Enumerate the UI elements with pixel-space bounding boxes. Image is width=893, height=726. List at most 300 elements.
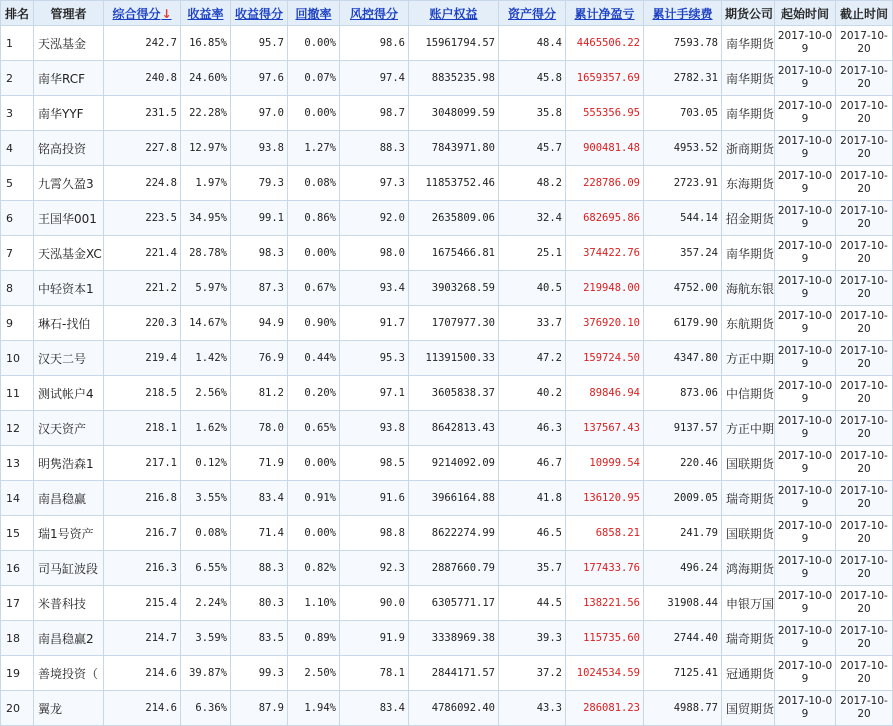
- start-time-cell: 2017-10-09: [775, 166, 836, 201]
- return-rate-cell: 12.97%: [181, 131, 231, 166]
- risk-score-cell: 90.0: [340, 586, 409, 621]
- start-time-cell: 2017-10-09: [775, 341, 836, 376]
- company-cell: 方正中期: [722, 341, 775, 376]
- return-score-cell: 87.9: [231, 691, 288, 726]
- return-rate-cell: 28.78%: [181, 236, 231, 271]
- drawdown-cell: 2.50%: [288, 656, 340, 691]
- table-row: [1, 376, 893, 411]
- asset-score-cell: 40.2: [499, 376, 566, 411]
- risk-score-cell: 97.3: [340, 166, 409, 201]
- rank-cell: 9: [1, 306, 34, 341]
- company-cell: 国贸期货: [722, 691, 775, 726]
- cum-profit-cell: 374422.76: [566, 236, 644, 271]
- total-score-cell: 214.6: [104, 656, 181, 691]
- rank-cell: 15: [1, 516, 34, 551]
- table-row: [1, 306, 893, 341]
- rank-cell: 7: [1, 236, 34, 271]
- asset-score-cell: 44.5: [499, 586, 566, 621]
- table-row: [1, 411, 893, 446]
- company-cell: 南华期货: [722, 96, 775, 131]
- total-score-cell: 242.7: [104, 26, 181, 61]
- table-row: [1, 621, 893, 656]
- asset-score-cell: 39.3: [499, 621, 566, 656]
- rank-cell: 17: [1, 586, 34, 621]
- cum-fee-cell: 31908.44: [644, 586, 722, 621]
- end-time-cell: 2017-10-20: [836, 586, 893, 621]
- asset-score-cell: 46.5: [499, 516, 566, 551]
- return-rate-cell: 3.55%: [181, 481, 231, 516]
- start-time-cell: 2017-10-09: [775, 656, 836, 691]
- company-cell: 国联期货: [722, 516, 775, 551]
- sort-desc-icon[interactable]: ↓: [161, 6, 172, 21]
- asset-score-cell: 48.2: [499, 166, 566, 201]
- return-score-cell: 97.6: [231, 61, 288, 96]
- cum-profit-cell: 115735.60: [566, 621, 644, 656]
- total-score-cell: 217.1: [104, 446, 181, 481]
- risk-score-cell: 92.3: [340, 551, 409, 586]
- start-time-cell: 2017-10-09: [775, 306, 836, 341]
- total-score-cell: 214.6: [104, 691, 181, 726]
- cum-fee-cell: 873.06: [644, 376, 722, 411]
- rank-cell: 16: [1, 551, 34, 586]
- start-time-cell: 2017-10-09: [775, 516, 836, 551]
- rank-cell: 20: [1, 691, 34, 726]
- risk-score-cell: 91.6: [340, 481, 409, 516]
- table-row: [1, 131, 893, 166]
- cum-profit-cell: 4465506.22: [566, 26, 644, 61]
- table-row: [1, 691, 893, 726]
- equity-cell: 3048099.59: [409, 96, 499, 131]
- equity-cell: 11391500.33: [409, 341, 499, 376]
- cum-fee-cell: 7593.78: [644, 26, 722, 61]
- return-score-cell: 87.3: [231, 271, 288, 306]
- total-score-cell: 220.3: [104, 306, 181, 341]
- risk-score-cell: 88.3: [340, 131, 409, 166]
- manager-cell: 南昌稳赢: [34, 481, 104, 516]
- start-time-cell: 2017-10-09: [775, 131, 836, 166]
- risk-score-cell: 91.7: [340, 306, 409, 341]
- return-rate-cell: 6.55%: [181, 551, 231, 586]
- cum-profit-cell: 138221.56: [566, 586, 644, 621]
- manager-cell: 中轻资本1: [34, 271, 104, 306]
- company-cell: 瑞奇期货: [722, 621, 775, 656]
- equity-cell: 3966164.88: [409, 481, 499, 516]
- start-time-cell: 2017-10-09: [775, 586, 836, 621]
- header-equity[interactable]: 账户权益: [409, 1, 499, 26]
- rank-cell: 14: [1, 481, 34, 516]
- table-row: [1, 341, 893, 376]
- drawdown-cell: 1.94%: [288, 691, 340, 726]
- cum-profit-cell: 159724.50: [566, 341, 644, 376]
- manager-cell: 琳石-找伯: [34, 306, 104, 341]
- asset-score-cell: 47.2: [499, 341, 566, 376]
- drawdown-cell: 0.20%: [288, 376, 340, 411]
- manager-cell: 王国华001: [34, 201, 104, 236]
- total-score-cell: 223.5: [104, 201, 181, 236]
- manager-cell: 司马缸波段: [34, 551, 104, 586]
- return-rate-cell: 3.59%: [181, 621, 231, 656]
- rank-cell: 4: [1, 131, 34, 166]
- risk-score-cell: 78.1: [340, 656, 409, 691]
- drawdown-cell: 0.65%: [288, 411, 340, 446]
- end-time-cell: 2017-10-20: [836, 376, 893, 411]
- rank-cell: 18: [1, 621, 34, 656]
- cum-fee-cell: 241.79: [644, 516, 722, 551]
- end-time-cell: 2017-10-20: [836, 61, 893, 96]
- cum-fee-cell: 703.05: [644, 96, 722, 131]
- return-rate-cell: 2.24%: [181, 586, 231, 621]
- cum-fee-cell: 2009.05: [644, 481, 722, 516]
- end-time-cell: 2017-10-20: [836, 411, 893, 446]
- return-score-cell: 83.5: [231, 621, 288, 656]
- cum-fee-cell: 544.14: [644, 201, 722, 236]
- asset-score-cell: 45.7: [499, 131, 566, 166]
- rank-cell: 12: [1, 411, 34, 446]
- return-rate-cell: 39.87%: [181, 656, 231, 691]
- drawdown-cell: 0.90%: [288, 306, 340, 341]
- return-rate-cell: 6.36%: [181, 691, 231, 726]
- rank-cell: 6: [1, 201, 34, 236]
- manager-cell: 瑞1号资产: [34, 516, 104, 551]
- header-total-score-label[interactable]: 综合得分: [112, 6, 161, 21]
- start-time-cell: 2017-10-09: [775, 411, 836, 446]
- equity-cell: 15961794.57: [409, 26, 499, 61]
- asset-score-cell: 43.3: [499, 691, 566, 726]
- drawdown-cell: 0.89%: [288, 621, 340, 656]
- cum-fee-cell: 4988.77: [644, 691, 722, 726]
- header-return-score[interactable]: 收益得分: [231, 1, 288, 26]
- rank-cell: 11: [1, 376, 34, 411]
- table-row: [1, 61, 893, 96]
- return-rate-cell: 34.95%: [181, 201, 231, 236]
- table-row: [1, 26, 893, 61]
- end-time-cell: 2017-10-20: [836, 26, 893, 61]
- start-time-cell: 2017-10-09: [775, 236, 836, 271]
- header-manager: 管理者: [34, 1, 104, 26]
- cum-profit-cell: 900481.48: [566, 131, 644, 166]
- header-total-score[interactable]: [104, 1, 181, 26]
- drawdown-cell: 0.00%: [288, 96, 340, 131]
- risk-score-cell: 93.8: [340, 411, 409, 446]
- cum-fee-cell: 2723.91: [644, 166, 722, 201]
- manager-cell: 米普科技: [34, 586, 104, 621]
- rank-cell: 3: [1, 96, 34, 131]
- risk-score-cell: 93.4: [340, 271, 409, 306]
- risk-score-cell: 98.6: [340, 26, 409, 61]
- return-rate-cell: 5.97%: [181, 271, 231, 306]
- cum-fee-cell: 4953.52: [644, 131, 722, 166]
- return-score-cell: 94.9: [231, 306, 288, 341]
- equity-cell: 2887660.79: [409, 551, 499, 586]
- equity-cell: 6305771.17: [409, 586, 499, 621]
- risk-score-cell: 98.0: [340, 236, 409, 271]
- manager-cell: 铭高投资: [34, 131, 104, 166]
- table-row: [1, 166, 893, 201]
- risk-score-cell: 91.9: [340, 621, 409, 656]
- company-cell: 招金期货: [722, 201, 775, 236]
- drawdown-cell: 0.44%: [288, 341, 340, 376]
- start-time-cell: 2017-10-09: [775, 26, 836, 61]
- drawdown-cell: 0.91%: [288, 481, 340, 516]
- end-time-cell: 2017-10-20: [836, 691, 893, 726]
- cum-profit-cell: 177433.76: [566, 551, 644, 586]
- asset-score-cell: 46.7: [499, 446, 566, 481]
- table-row: [1, 236, 893, 271]
- asset-score-cell: 35.8: [499, 96, 566, 131]
- total-score-cell: 227.8: [104, 131, 181, 166]
- cum-profit-cell: 555356.95: [566, 96, 644, 131]
- start-time-cell: 2017-10-09: [775, 201, 836, 236]
- drawdown-cell: 0.00%: [288, 26, 340, 61]
- cum-fee-cell: 6179.90: [644, 306, 722, 341]
- return-rate-cell: 1.42%: [181, 341, 231, 376]
- equity-cell: 3338969.38: [409, 621, 499, 656]
- return-rate-cell: 2.56%: [181, 376, 231, 411]
- return-score-cell: 78.0: [231, 411, 288, 446]
- header-rank: 排名: [1, 1, 34, 26]
- total-score-cell: 231.5: [104, 96, 181, 131]
- asset-score-cell: 46.3: [499, 411, 566, 446]
- end-time-cell: 2017-10-20: [836, 621, 893, 656]
- end-time-cell: 2017-10-20: [836, 306, 893, 341]
- return-rate-cell: 1.62%: [181, 411, 231, 446]
- drawdown-cell: 0.00%: [288, 236, 340, 271]
- company-cell: 中信期货: [722, 376, 775, 411]
- manager-cell: 南昌稳赢2: [34, 621, 104, 656]
- end-time-cell: 2017-10-20: [836, 236, 893, 271]
- drawdown-cell: 1.27%: [288, 131, 340, 166]
- return-score-cell: 99.1: [231, 201, 288, 236]
- cum-fee-cell: 4752.00: [644, 271, 722, 306]
- return-score-cell: 71.4: [231, 516, 288, 551]
- end-time-cell: 2017-10-20: [836, 96, 893, 131]
- company-cell: 南华期货: [722, 61, 775, 96]
- asset-score-cell: 33.7: [499, 306, 566, 341]
- cum-fee-cell: 2782.31: [644, 61, 722, 96]
- total-score-cell: 216.8: [104, 481, 181, 516]
- risk-score-cell: 97.4: [340, 61, 409, 96]
- return-score-cell: 80.3: [231, 586, 288, 621]
- risk-score-cell: 97.1: [340, 376, 409, 411]
- company-cell: 浙商期货: [722, 131, 775, 166]
- company-cell: 东航期货: [722, 306, 775, 341]
- return-rate-cell: 16.85%: [181, 26, 231, 61]
- total-score-cell: 214.7: [104, 621, 181, 656]
- start-time-cell: 2017-10-09: [775, 271, 836, 306]
- asset-score-cell: 40.5: [499, 271, 566, 306]
- company-cell: 海航东银: [722, 271, 775, 306]
- drawdown-cell: 0.00%: [288, 516, 340, 551]
- manager-cell: 汉天资产: [34, 411, 104, 446]
- table-row: [1, 656, 893, 691]
- company-cell: 南华期货: [722, 236, 775, 271]
- manager-cell: 翼龙: [34, 691, 104, 726]
- risk-score-cell: 95.3: [340, 341, 409, 376]
- risk-score-cell: 92.0: [340, 201, 409, 236]
- end-time-cell: 2017-10-20: [836, 516, 893, 551]
- start-time-cell: 2017-10-09: [775, 96, 836, 131]
- drawdown-cell: 0.07%: [288, 61, 340, 96]
- total-score-cell: 240.8: [104, 61, 181, 96]
- cum-fee-cell: 220.46: [644, 446, 722, 481]
- company-cell: 国联期货: [722, 446, 775, 481]
- start-time-cell: 2017-10-09: [775, 61, 836, 96]
- risk-score-cell: 98.8: [340, 516, 409, 551]
- table-header-row: [1, 1, 893, 26]
- return-score-cell: 83.4: [231, 481, 288, 516]
- risk-score-cell: 98.7: [340, 96, 409, 131]
- company-cell: 瑞奇期货: [722, 481, 775, 516]
- company-cell: 冠通期货: [722, 656, 775, 691]
- return-score-cell: 95.7: [231, 26, 288, 61]
- end-time-cell: 2017-10-20: [836, 656, 893, 691]
- table-row: [1, 516, 893, 551]
- equity-cell: 4786092.40: [409, 691, 499, 726]
- cum-profit-cell: 376920.10: [566, 306, 644, 341]
- return-score-cell: 98.3: [231, 236, 288, 271]
- cum-profit-cell: 136120.95: [566, 481, 644, 516]
- manager-cell: 测试帐户4: [34, 376, 104, 411]
- header-futures-company: 期货公司: [722, 1, 775, 26]
- drawdown-cell: 0.86%: [288, 201, 340, 236]
- header-risk-score[interactable]: 风控得分: [340, 1, 409, 26]
- table-row: [1, 446, 893, 481]
- equity-cell: 3903268.59: [409, 271, 499, 306]
- total-score-cell: 221.4: [104, 236, 181, 271]
- return-score-cell: 97.0: [231, 96, 288, 131]
- rank-cell: 5: [1, 166, 34, 201]
- total-score-cell: 218.5: [104, 376, 181, 411]
- cum-profit-cell: 682695.86: [566, 201, 644, 236]
- start-time-cell: 2017-10-09: [775, 446, 836, 481]
- equity-cell: 3605838.37: [409, 376, 499, 411]
- equity-cell: 2635809.06: [409, 201, 499, 236]
- equity-cell: 1675466.81: [409, 236, 499, 271]
- table-row: [1, 96, 893, 131]
- equity-cell: 8835235.98: [409, 61, 499, 96]
- cum-fee-cell: 7125.41: [644, 656, 722, 691]
- equity-cell: 7843971.80: [409, 131, 499, 166]
- return-score-cell: 99.3: [231, 656, 288, 691]
- header-drawdown[interactable]: 回撤率: [288, 1, 340, 26]
- table-row: [1, 551, 893, 586]
- manager-cell: 明隽浩森1: [34, 446, 104, 481]
- return-rate-cell: 1.97%: [181, 166, 231, 201]
- cum-fee-cell: 4347.80: [644, 341, 722, 376]
- cum-fee-cell: 2744.40: [644, 621, 722, 656]
- table-row: [1, 481, 893, 516]
- header-cum-profit[interactable]: 累计净盈亏: [566, 1, 644, 26]
- cum-profit-cell: 89846.94: [566, 376, 644, 411]
- return-score-cell: 93.8: [231, 131, 288, 166]
- header-start-time: 起始时间: [775, 1, 836, 26]
- company-cell: 方正中期: [722, 411, 775, 446]
- manager-cell: 善境投资（: [34, 656, 104, 691]
- return-score-cell: 81.2: [231, 376, 288, 411]
- manager-cell: 汉天二号: [34, 341, 104, 376]
- header-asset-score[interactable]: 资产得分: [499, 1, 566, 26]
- table-body: [1, 26, 893, 726]
- asset-score-cell: 25.1: [499, 236, 566, 271]
- cum-fee-cell: 9137.57: [644, 411, 722, 446]
- total-score-cell: 216.7: [104, 516, 181, 551]
- table-row: [1, 201, 893, 236]
- rank-cell: 10: [1, 341, 34, 376]
- drawdown-cell: 0.00%: [288, 446, 340, 481]
- end-time-cell: 2017-10-20: [836, 271, 893, 306]
- asset-score-cell: 48.4: [499, 26, 566, 61]
- equity-cell: 2844171.57: [409, 656, 499, 691]
- end-time-cell: 2017-10-20: [836, 201, 893, 236]
- equity-cell: 1707977.30: [409, 306, 499, 341]
- header-end-time: 截止时间: [836, 1, 893, 26]
- manager-cell: 天泓基金XC: [34, 236, 104, 271]
- equity-cell: 9214092.09: [409, 446, 499, 481]
- cum-profit-cell: 1024534.59: [566, 656, 644, 691]
- end-time-cell: 2017-10-20: [836, 551, 893, 586]
- cum-profit-cell: 137567.43: [566, 411, 644, 446]
- total-score-cell: 218.1: [104, 411, 181, 446]
- drawdown-cell: 0.67%: [288, 271, 340, 306]
- cum-profit-cell: 219948.00: [566, 271, 644, 306]
- start-time-cell: 2017-10-09: [775, 481, 836, 516]
- table-row: [1, 586, 893, 621]
- drawdown-cell: 0.08%: [288, 166, 340, 201]
- equity-cell: 8642813.43: [409, 411, 499, 446]
- cum-fee-cell: 496.24: [644, 551, 722, 586]
- header-cum-fee[interactable]: 累计手续费: [644, 1, 722, 26]
- return-rate-cell: 22.28%: [181, 96, 231, 131]
- total-score-cell: 216.3: [104, 551, 181, 586]
- rank-cell: 1: [1, 26, 34, 61]
- total-score-cell: 221.2: [104, 271, 181, 306]
- end-time-cell: 2017-10-20: [836, 166, 893, 201]
- start-time-cell: 2017-10-09: [775, 551, 836, 586]
- rank-cell: 19: [1, 656, 34, 691]
- equity-cell: 11853752.46: [409, 166, 499, 201]
- drawdown-cell: 0.82%: [288, 551, 340, 586]
- manager-cell: 天泓基金: [34, 26, 104, 61]
- cum-profit-cell: 6858.21: [566, 516, 644, 551]
- start-time-cell: 2017-10-09: [775, 376, 836, 411]
- drawdown-cell: 1.10%: [288, 586, 340, 621]
- asset-score-cell: 37.2: [499, 656, 566, 691]
- risk-score-cell: 98.5: [340, 446, 409, 481]
- cum-profit-cell: 10999.54: [566, 446, 644, 481]
- manager-cell: 九霄久盈3: [34, 166, 104, 201]
- asset-score-cell: 32.4: [499, 201, 566, 236]
- return-score-cell: 88.3: [231, 551, 288, 586]
- asset-score-cell: 41.8: [499, 481, 566, 516]
- start-time-cell: 2017-10-09: [775, 621, 836, 656]
- rank-cell: 8: [1, 271, 34, 306]
- table-row: [1, 271, 893, 306]
- start-time-cell: 2017-10-09: [775, 691, 836, 726]
- manager-cell: 南华YYF: [34, 96, 104, 131]
- return-rate-cell: 24.60%: [181, 61, 231, 96]
- cum-profit-cell: 228786.09: [566, 166, 644, 201]
- company-cell: 东海期货: [722, 166, 775, 201]
- cum-profit-cell: 1659357.69: [566, 61, 644, 96]
- header-return-rate[interactable]: 收益率: [181, 1, 231, 26]
- end-time-cell: 2017-10-20: [836, 341, 893, 376]
- return-score-cell: 76.9: [231, 341, 288, 376]
- company-cell: 申银万国: [722, 586, 775, 621]
- return-score-cell: 79.3: [231, 166, 288, 201]
- return-rate-cell: 0.08%: [181, 516, 231, 551]
- asset-score-cell: 45.8: [499, 61, 566, 96]
- total-score-cell: 215.4: [104, 586, 181, 621]
